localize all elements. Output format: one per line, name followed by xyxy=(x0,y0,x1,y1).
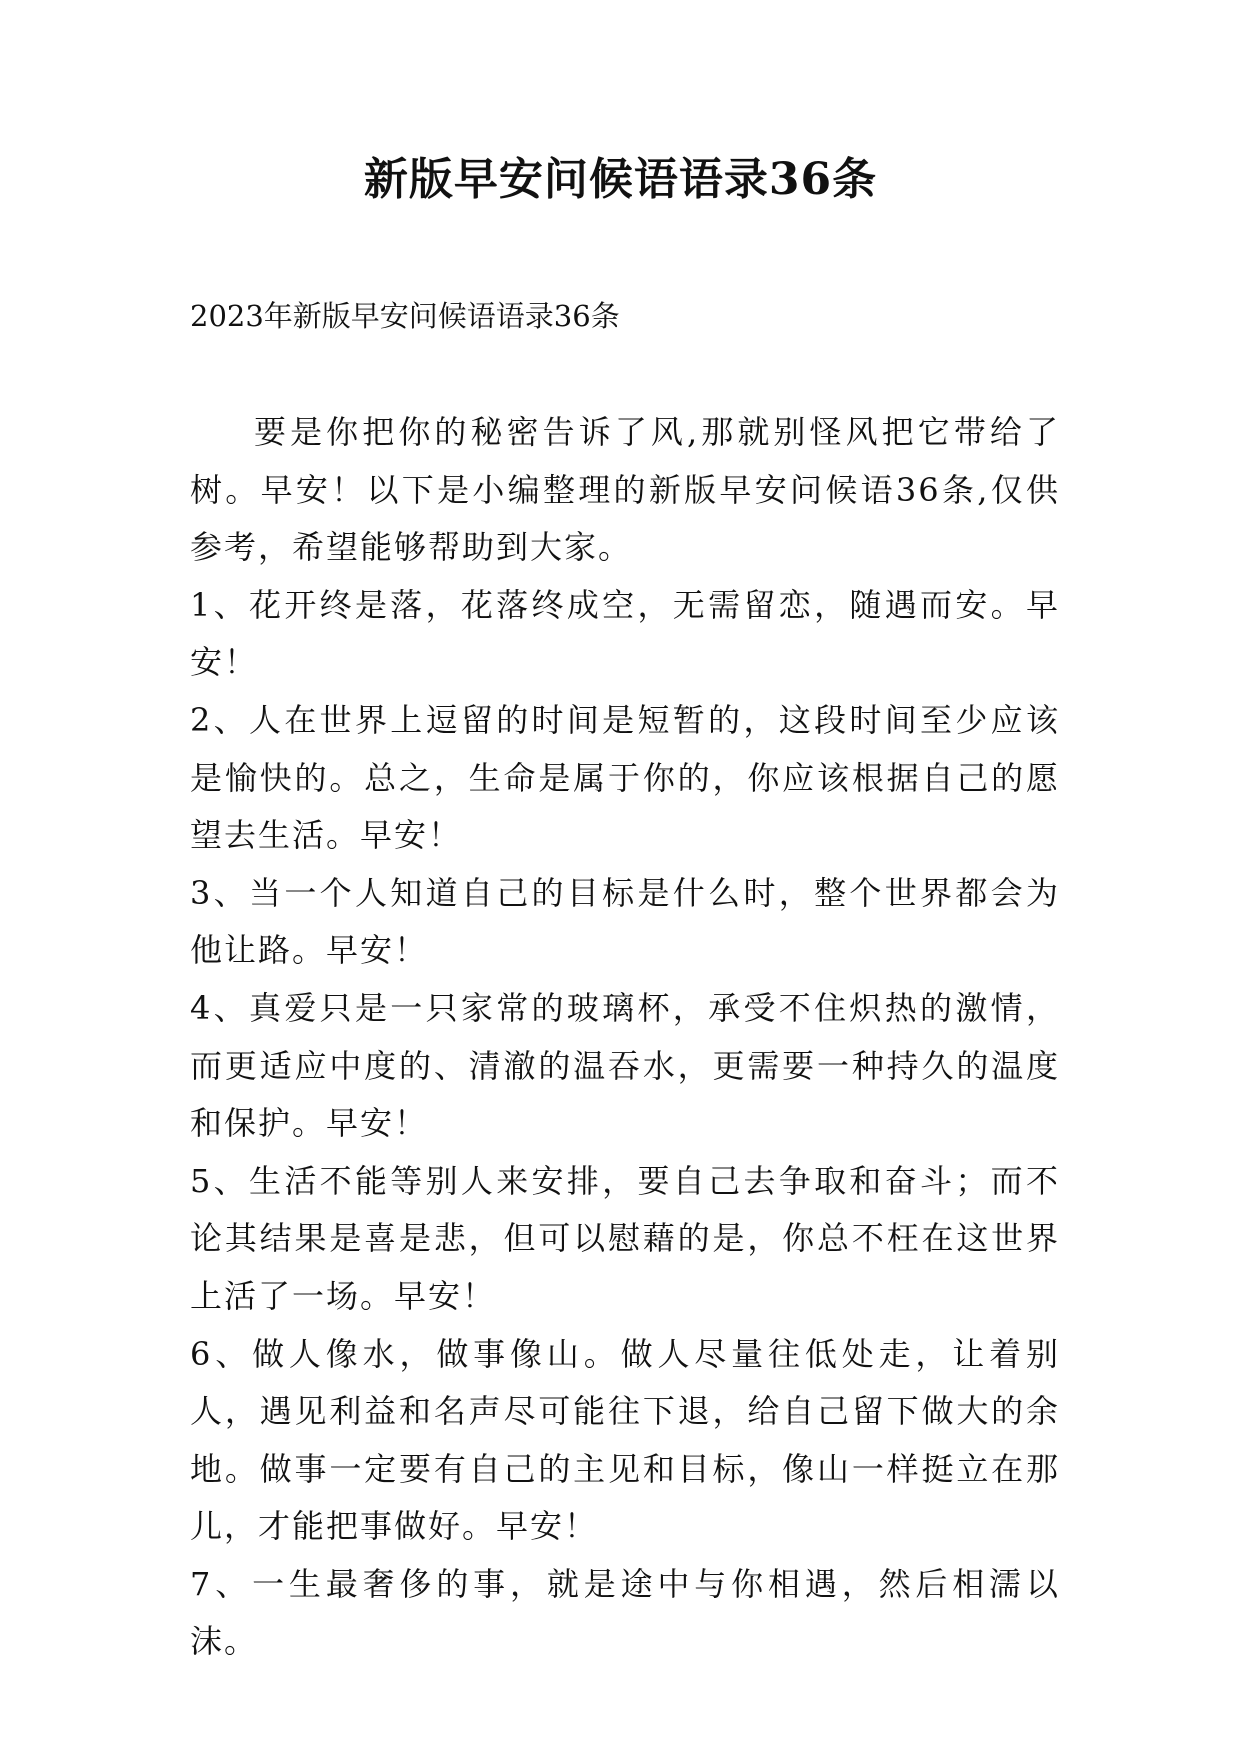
list-item: 2、人在世界上逗留的时间是短暂的，这段时间至少应该是愉快的。总之，生命是属于你的，你应该根据自己的愿望去生活。早安！ xyxy=(190,700,1060,855)
intro-paragraph: 要是你把你的秘密告诉了风,那就别怪风把它带给了树。早安！以下是小编整理的新版早安问候语36条,仅供参考，希望能够帮助到大家。 xyxy=(190,413,1060,567)
document-body xyxy=(190,404,1060,1671)
list-item: 6、做人像水，做事像山。做人尽量往低处走，让着别人，遇见利益和名声尽可能往下退，给自己留下做大的余地。做事一定要有自己的主见和目标，像山一样挺立在那儿，才能把事做好。早安！ xyxy=(190,1334,1060,1546)
document-title: 新版早安问候语语录36条 xyxy=(363,154,878,205)
list-item: 1、花开终是落，花落终成空，无需留恋，随遇而安。早安！ xyxy=(190,585,1060,682)
list-item: 7、一生最奢侈的事，就是途中与你相遇，然后相濡以沫。 xyxy=(190,1564,1060,1661)
list-item: 4、真爱只是一只家常的玻璃杯，承受不住炽热的激情，而更适应中度的、清澈的温吞水，更需要一种持久的温度和保护。早安！ xyxy=(190,988,1060,1143)
list-item: 5、生活不能等别人来安排，要自己去争取和奋斗；而不论其结果是喜是悲，但可以慰藉的是，你总不枉在这世界上活了一场。早安！ xyxy=(190,1161,1060,1315)
list-item: 3、当一个人知道自己的目标是什么时，整个世界都会为他让路。早安！ xyxy=(190,873,1060,970)
document-subtitle: 2023年新版早安问候语语录36条 xyxy=(190,299,620,333)
